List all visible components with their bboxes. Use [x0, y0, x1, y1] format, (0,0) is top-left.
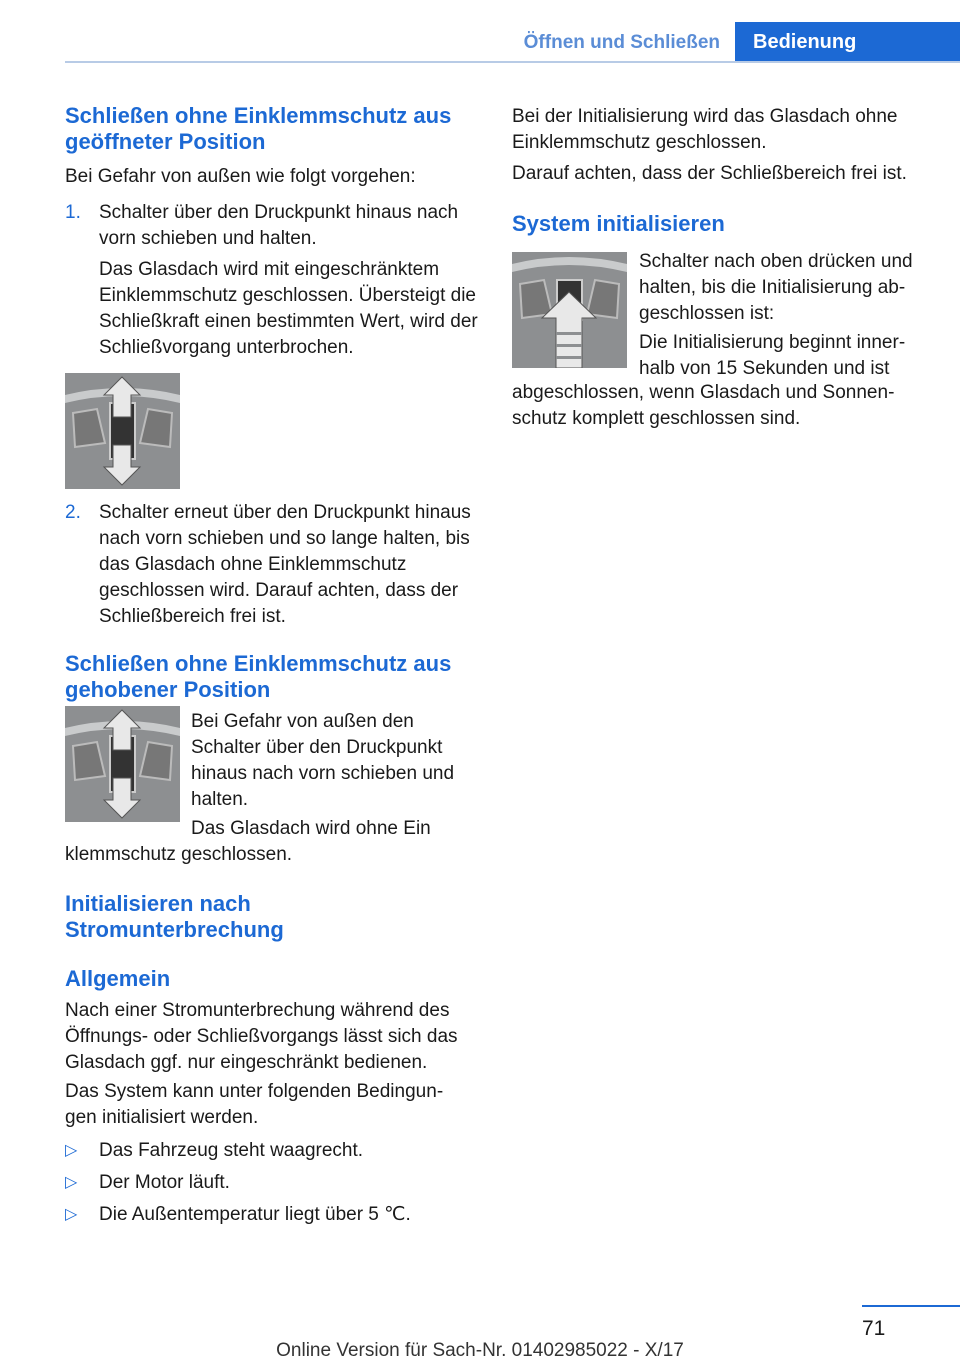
left-column [65, 103, 480, 190]
conditions-list [65, 1138, 480, 1238]
list-item [65, 1202, 480, 1228]
raised-position-note-1: Das Glasdach wird ohne Ein [191, 818, 431, 839]
init-text-2: Darauf achten, dass der Schließbereich frei ist. [512, 163, 907, 184]
general-text-1: Nach einer Stromunterbrechung während des Öffnungs- oder Schließvorgangs lässt sich das Glasdach ggf. nur eingeschränkt bedienen. [65, 1000, 458, 1073]
system-init-note-1: Die Initialisierung beginnt innerhalb von 15 Sekunden und ist [639, 332, 906, 379]
system-init-text: Schalter nach oben drücken und halten, bis die Initialisierung abgeschlossen ist: [639, 251, 913, 324]
step-2-text: Schalter erneut über den Druckpunkt hinaus nach vorn schieben und so lange halten, bis das Glasdach ohne Einklemmschutz geschlossen wird. Darauf achten, dass der Schließbereich frei ist. [99, 502, 471, 627]
step-1 [65, 200, 480, 360]
step-2 [65, 500, 480, 630]
general-text-2: Das System kann unter folgenden Bedingungen initialisiert werden. [65, 1081, 444, 1128]
footer-rule [862, 1305, 960, 1307]
header-tab: Bedienung [735, 22, 960, 62]
triangle-bullet-icon: ▷ [65, 1206, 78, 1223]
triangle-bullet-icon: ▷ [65, 1142, 78, 1159]
step-1-text: Schalter über den Druckpunkt hinaus nach vorn schieben und halten. [99, 202, 459, 249]
page-number: 71 [862, 1317, 886, 1340]
switch-illustration [65, 706, 180, 822]
switch-up-illustration [512, 252, 627, 368]
switch-image-3 [512, 252, 627, 368]
footer-text: Online Version für Sach-Nr. 01402985022 - X/17 [276, 1340, 684, 1361]
switch-image-1 [65, 373, 180, 489]
list-item [65, 1138, 480, 1164]
step-number: 1. [65, 202, 81, 223]
header-rule [65, 61, 960, 63]
heading-close-open-position: Schließen ohne Einklemmschutz aus geöffneter Position [65, 103, 452, 154]
heading-system-init: System initialisieren [512, 211, 725, 236]
raised-position-text: Bei Gefahr von außen den Schalter über den Druckpunkt hinaus nach vorn schieben und halten. [191, 711, 455, 810]
switch-image-2 [65, 706, 180, 822]
list-item-text: Die Außentemperatur liegt über 5 ℃. [99, 1204, 411, 1225]
intro-text: Bei Gefahr von außen wie folgt vorgehen: [65, 166, 416, 187]
step-number: 2. [65, 502, 81, 523]
system-init-note-2: abgeschlossen, wenn Glasdach und Sonnenschutz komplett geschlossen sind. [512, 382, 895, 429]
heading-general: Allgemein [65, 966, 171, 991]
heading-initialize: Initialisieren nach Stromunterbrechung [65, 891, 284, 942]
list-item [65, 1170, 480, 1196]
heading-close-raised-position: Schließen ohne Einklemmschutz aus gehobener Position [65, 651, 452, 702]
switch-illustration [65, 373, 180, 489]
init-text-1: Bei der Initialisierung wird das Glasdach ohne Einklemmschutz geschlossen. [512, 106, 898, 153]
list-item-text: Der Motor läuft. [99, 1172, 230, 1193]
header-section-title: Öffnen und Schließen [523, 32, 720, 53]
triangle-bullet-icon: ▷ [65, 1174, 78, 1191]
list-item-text: Das Fahrzeug steht waagrecht. [99, 1140, 364, 1161]
step-1-note: Das Glasdach wird mit eingeschränktem Einklemmschutz geschlossen. Übersteigt die Schließkraft einen bestimmten Wert, wird der Schließvorgang unterbrochen. [99, 259, 478, 358]
raised-position-note-2: klemmschutz geschlossen. [65, 844, 293, 865]
